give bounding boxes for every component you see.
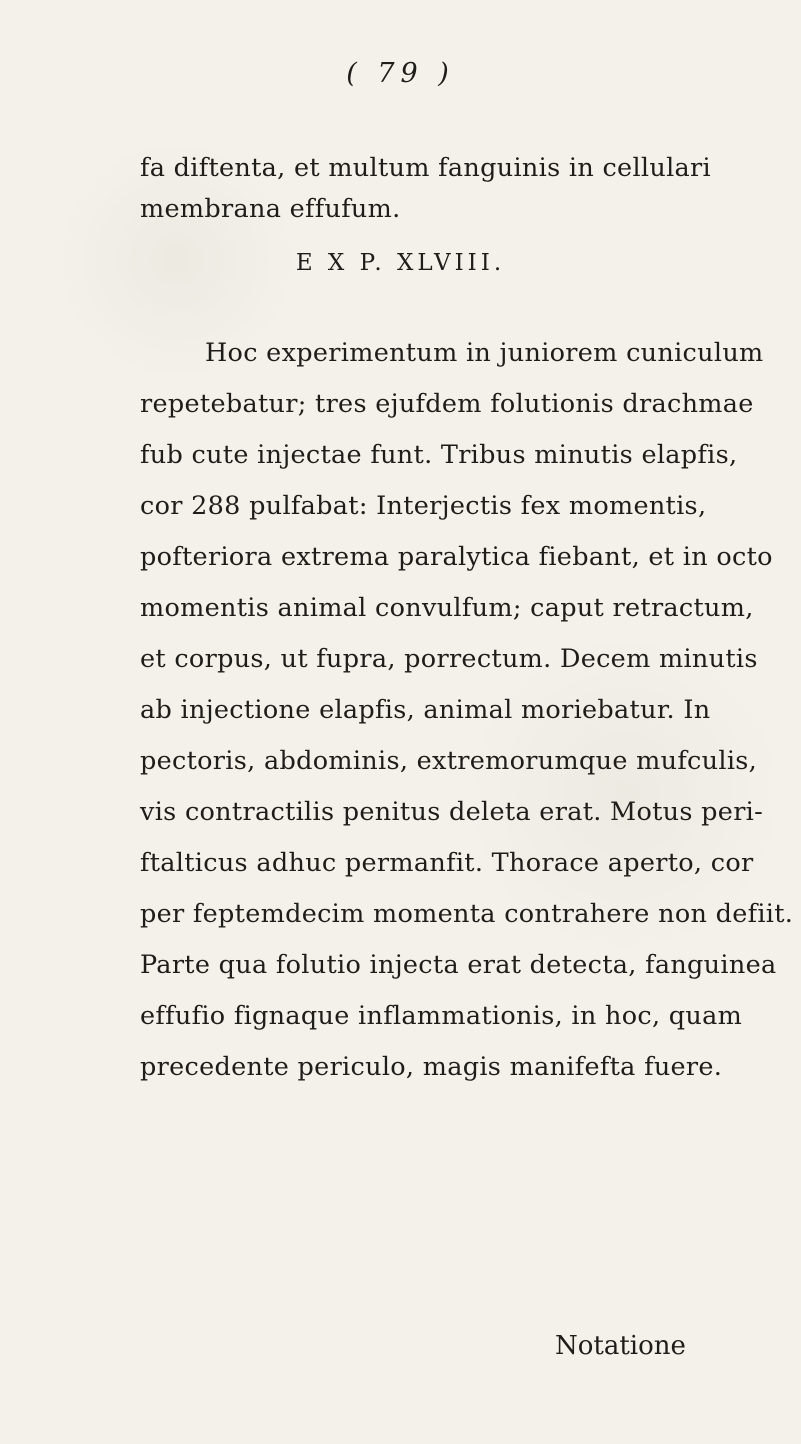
- text-line: precedente periculo, magis manifefta fuere.: [140, 1052, 723, 1082]
- text-line: membrana effufum.: [140, 194, 401, 224]
- text-line: Hoc experimentum in juniorem cuniculum: [205, 338, 764, 368]
- text-line: ftalticus adhuc permanfit. Thorace aperto, cor: [140, 848, 754, 878]
- text-line: pectoris, abdominis, extremorumque mufculis,: [140, 746, 758, 776]
- text-line: momentis animal convulfum; caput retractum,: [140, 593, 754, 623]
- text-line: fub cute injectae funt. Tribus minutis elapfis,: [140, 440, 738, 470]
- text-line: et corpus, ut fupra, porrectum. Decem minutis: [140, 644, 758, 674]
- text-line: vis contractilis penitus deleta erat. Motus peri-: [140, 797, 764, 827]
- text-line: per feptemdecim momenta contrahere non defiit.: [140, 899, 794, 929]
- text-line: cor 288 pulfabat: Interjectis fex momentis,: [140, 491, 707, 521]
- text-line: pofteriora extrema paralytica fiebant, et in octo: [140, 542, 773, 572]
- text-line: fa diftenta, et multum fanguinis in cellulari: [140, 153, 711, 183]
- section-heading: E X P. XLVIII.: [295, 250, 506, 276]
- text-line: Parte qua folutio injecta erat detecta, fanguinea: [140, 950, 777, 980]
- text-line: effufio fignaque inflammationis, in hoc, quam: [140, 1001, 743, 1031]
- text-line: ab injectione elapfis, animal moriebatur. In: [140, 695, 711, 725]
- text-line: repetebatur; tres ejufdem folutionis drachmae: [140, 389, 754, 419]
- catchword: Notatione: [555, 1331, 686, 1361]
- page-number: ( 79 ): [346, 58, 455, 89]
